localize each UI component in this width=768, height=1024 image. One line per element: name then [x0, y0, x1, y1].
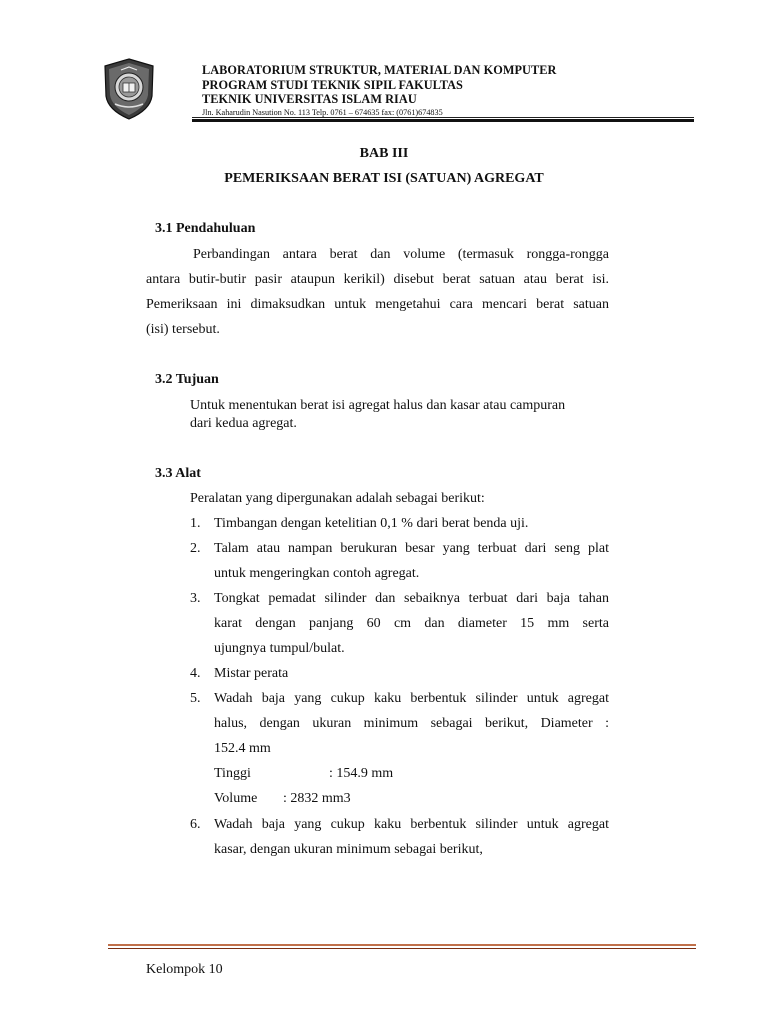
section-heading-alat: 3.3 Alat [155, 466, 201, 481]
paragraph-line: Perbandingan antara berat dan volume (termasuk rongga-rongga [193, 247, 609, 262]
letterhead-line-3: TEKNIK UNIVERSITAS ISLAM RIAU [202, 92, 417, 107]
university-crest-icon [103, 58, 155, 120]
list-number: 1. [190, 516, 201, 531]
list-item [214, 686, 609, 811]
spec-volume [214, 786, 609, 811]
list-item-line: 152.4 mm [214, 741, 271, 756]
list-item-line: kasar, dengan ukuran minimum sebagai berikut, [214, 842, 483, 857]
list-item-line: Talam atau nampan berukuran besar yang terbuat dari seng plat [214, 541, 609, 556]
spec-tinggi-value: : 154.9 mm [329, 766, 394, 781]
list-number: 2. [190, 541, 201, 556]
list-item-line: Tongkat pemadat silinder dan sebaiknya terbuat dari baja tahan [214, 591, 609, 606]
list-item [214, 812, 609, 862]
list-number: 4. [190, 666, 201, 681]
list-item [214, 661, 609, 686]
chapter-subject: PEMERIKSAAN BERAT ISI (SATUAN) AGREGAT [224, 171, 544, 186]
alat-intro-text: Peralatan yang dipergunakan adalah sebagai berikut: [190, 491, 485, 506]
list-item-line: Mistar perata [214, 666, 289, 681]
paragraph-line: antara butir-butir pasir ataupun kerikil) disebut berat satuan atau berat isi. [146, 272, 609, 287]
list-item-line: karat dengan panjang 60 cm dan diameter 15 mm serta [214, 616, 609, 631]
list-number: 6. [190, 817, 201, 832]
letterhead-line-2: PROGRAM STUDI TEKNIK SIPIL FAKULTAS [202, 77, 463, 92]
letterhead-address: Jln. Kaharudin Nasution No. 113 Telp. 0761 – 674635 fax: (0761)674835 [202, 107, 443, 117]
letterhead-line-1: LABORATORIUM STRUKTUR, MATERIAL DAN KOMPUTER [202, 63, 557, 77]
list-item-line: Wadah baja yang cukup kaku berbentuk silinder untuk agregat [214, 691, 609, 706]
chapter-title: BAB III [359, 146, 409, 161]
list-item-line: ujungnya tumpul/bulat. [214, 641, 345, 656]
list-number: 5. [190, 691, 201, 706]
paragraph-line: (isi) tersebut. [146, 322, 220, 337]
list-item [214, 511, 609, 536]
list-item [214, 536, 609, 586]
letterhead-rule-thin [192, 117, 694, 118]
list-item [214, 586, 609, 661]
list-item-line: Wadah baja yang cukup kaku berbentuk silinder untuk agregat [214, 817, 609, 832]
list-number: 3. [190, 591, 201, 606]
paragraph-line: dari kedua agregat. [190, 416, 297, 431]
spec-volume-value: : 2832 mm3 [283, 791, 351, 806]
section-heading-pendahuluan: 3.1 Pendahuluan [155, 221, 256, 236]
letterhead [202, 63, 682, 118]
spec-volume-label: Volume [214, 791, 258, 806]
footer-rule [108, 944, 696, 946]
paragraph-line: Untuk menentukan berat isi agregat halus dan kasar atau campuran [190, 398, 566, 413]
section-pendahuluan-paragraph [146, 242, 609, 342]
footer-group-name: Kelompok 10 [146, 962, 223, 977]
list-item-line: untuk mengeringkan contoh agregat. [214, 566, 420, 581]
spec-tinggi-label: Tinggi [214, 766, 251, 781]
letterhead-rule-thick [192, 119, 694, 122]
footer-rule-thin [108, 948, 696, 949]
paragraph-line: Pemeriksaan ini dimaksudkan untuk mengetahui cara mencari berat satuan [146, 297, 609, 312]
list-item-line: halus, dengan ukuran minimum sebagai berikut, Diameter : [214, 716, 609, 731]
section-tujuan-paragraph [190, 397, 609, 433]
section-heading-tujuan: 3.2 Tujuan [155, 372, 219, 387]
alat-intro [190, 486, 609, 511]
list-item-line: Timbangan dengan ketelitian 0,1 % dari berat benda uji. [214, 516, 529, 531]
spec-tinggi [214, 761, 609, 786]
